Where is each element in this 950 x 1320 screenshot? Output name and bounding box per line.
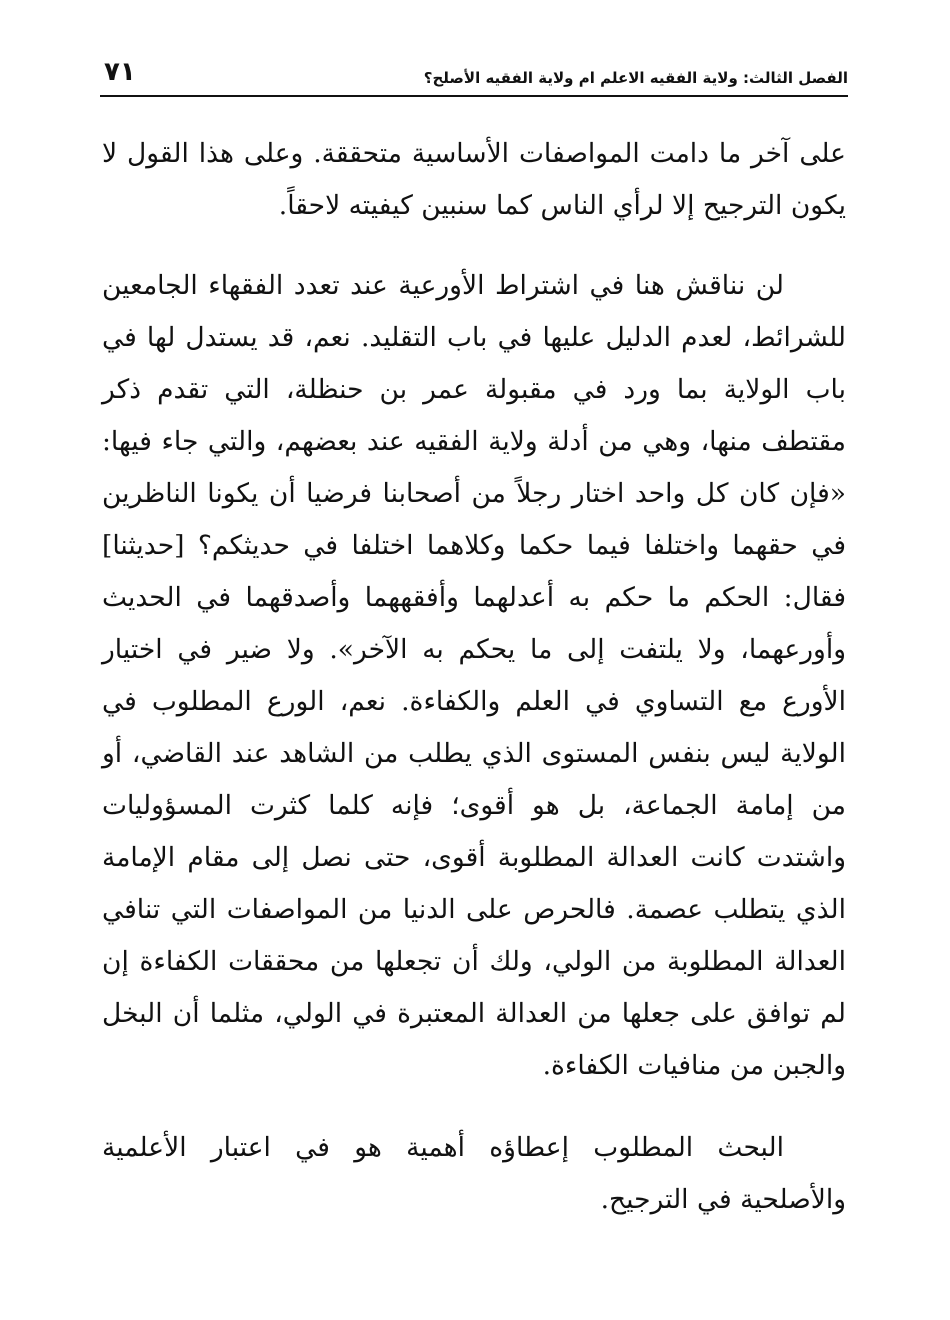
page-number: ٧١ bbox=[104, 57, 136, 87]
paragraph-research-focus: البحث المطلوب إعطاؤه أهمية هو في اعتبار الأعلمية والأصلحية في الترجيح. bbox=[102, 1132, 846, 1215]
body-text bbox=[102, 128, 846, 1226]
paragraph-continuation: على آخر ما دامت المواصفات الأساسية متحققة. وعلى هذا القول لا يكون الترجيح إلا لرأي الناس كما سنبين كيفيته لاحقاً. bbox=[102, 138, 846, 221]
running-head: الفصل الثالث: ولاية الفقيه الاعلم ام ولاية الفقيه الأصلح؟ bbox=[423, 69, 848, 87]
paragraph-piety-discussion: لن نناقش هنا في اشتراط الأورعية عند تعدد الفقهاء الجامعين للشرائط، لعدم الدليل عليها في باب التقليد. نعم، قد يستدل لها في باب الولاية بما ورد في مقبولة عمر بن حنظلة، التي تقدم ذكر مقتطف منها، وهي من أدلة ولاية الفقيه عند بعضهم، والتي جاء فيها: «فإن كان كل واحد اختار رجلاً من أصحابنا فرضيا أن يكونا الناظرين في حقهما واختلفا فيما حكما وكلاهما اختلفا في حديثكم؟ [حديثنا] فقال: الحكم ما حكم به أعدلهما وأفقههما وأصدقهما في الحديث وأورعهما، ولا يلتفت إلى ما يحكم به الآخر». ولا ضير في اختيار الأورع مع التساوي في العلم والكفاءة. نعم، الورع المطلوب في الولاية ليس بنفس المستوى الذي يطلب من الشاهد عند القاضي، أو من إمامة الجماعة، بل هو أقوى؛ فإنه كلما كثرت المسؤوليات واشتدت كانت العدالة المطلوبة أقوى، حتى نصل إلى مقام الإمامة الذي يتطلب عصمة. فالحرص على الدنيا من المواصفات التي تنافي العدالة المطلوبة من الولي، ولك أن تجعلها من محققات الكفاءة إن لم توافق على جعلها من العدالة المعتبرة في الولي، مثلما أن البخل والجبن من منافيات الكفاءة. bbox=[102, 270, 846, 1081]
page-header bbox=[100, 55, 848, 97]
